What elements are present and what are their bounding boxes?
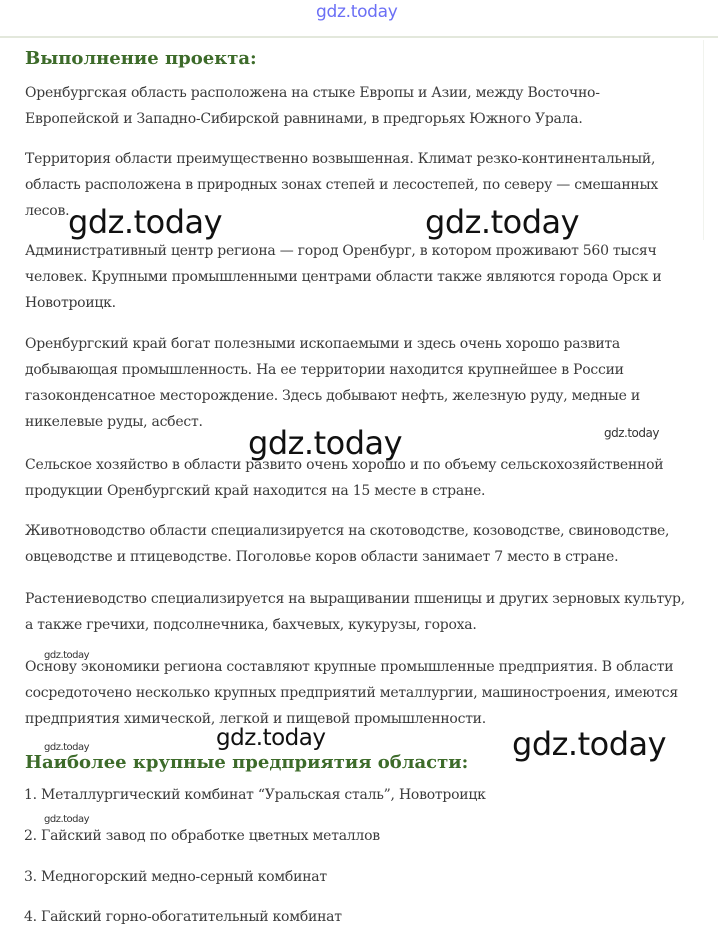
watermark: gdz.today bbox=[44, 650, 90, 661]
watermark: gdz.today bbox=[604, 426, 659, 440]
heading-largest-enterprises: Наиболее крупные предприятия области: bbox=[25, 752, 469, 773]
paragraph-center: Административный центр региона — город Оренбург, в котором проживают 560 тысяч человек. Крупными промышленными центрами области также являются города Орск и Новотроицк. bbox=[25, 243, 662, 311]
watermark: gdz.today bbox=[44, 814, 90, 825]
paragraph-minerals: Оренбургский край богат полезными ископаемыми и здесь очень хорошо развита добывающая промышленность. На ее территории находится крупнейшее в России газоконденсатное месторождение. Здесь добывают нефть, железную руду, медные и никелевые руды, асбест. bbox=[25, 336, 640, 430]
enterprise-item-1: 1. Металлургический комбинат “Уральская сталь”, Новотроицк bbox=[24, 787, 486, 803]
watermark: gdz.today bbox=[512, 725, 667, 763]
paragraph-location: Оренбургская область расположена на стыке Европы и Азии, между Восточно-Европейской и Западно-Сибирской равнинами, в предгорьях Южного Урала. bbox=[25, 85, 600, 127]
paragraph-livestock: Животноводство области специализируется на скотоводстве, козоводстве, свиноводстве, овцеводстве и птицеводстве. Поголовье коров области занимает 7 место в стране. bbox=[25, 523, 670, 565]
watermark: gdz.today bbox=[248, 424, 403, 462]
watermark: gdz.today bbox=[44, 742, 90, 753]
paragraph-crops: Растениеводство специализируется на выращивании пшеницы и других зерновых культур, а также гречихи, подсолнечника, бахчевых, кукурузы, гороха. bbox=[25, 591, 685, 633]
enterprise-item-4: 4. Гайский горно-обогатительный комбинат bbox=[24, 909, 342, 925]
heading-project: Выполнение проекта: bbox=[25, 48, 257, 69]
side-strip bbox=[703, 40, 718, 240]
enterprise-item-2: 2. Гайский завод по обработке цветных металлов bbox=[24, 828, 380, 844]
watermark: gdz.today bbox=[425, 203, 580, 241]
site-logo[interactable]: gdz.today bbox=[316, 2, 398, 22]
enterprise-item-3: 3. Медногорский медно-серный комбинат bbox=[24, 869, 327, 885]
paragraph-economy: Основу экономики региона составляют крупные промышленные предприятия. В области сосредоточено несколько крупных предприятий металлургии, машиностроения, имеются предприятия химической, легкой и пищевой промышленности. bbox=[25, 659, 678, 727]
paragraph-territory: Территория области преимущественно возвышенная. Климат резко-континентальный, область расположена в природных зонах степей и лесостепей, по северу — смешанных лесов. bbox=[25, 151, 659, 219]
watermark: gdz.today bbox=[68, 203, 223, 241]
paragraph-agriculture: Сельское хозяйство в области развито очень хорошо и по объему сельскохозяйственной продукции Оренбургский край находится на 15 месте в стране. bbox=[25, 457, 664, 499]
watermark: gdz.today bbox=[216, 725, 326, 751]
site-header bbox=[0, 0, 718, 38]
